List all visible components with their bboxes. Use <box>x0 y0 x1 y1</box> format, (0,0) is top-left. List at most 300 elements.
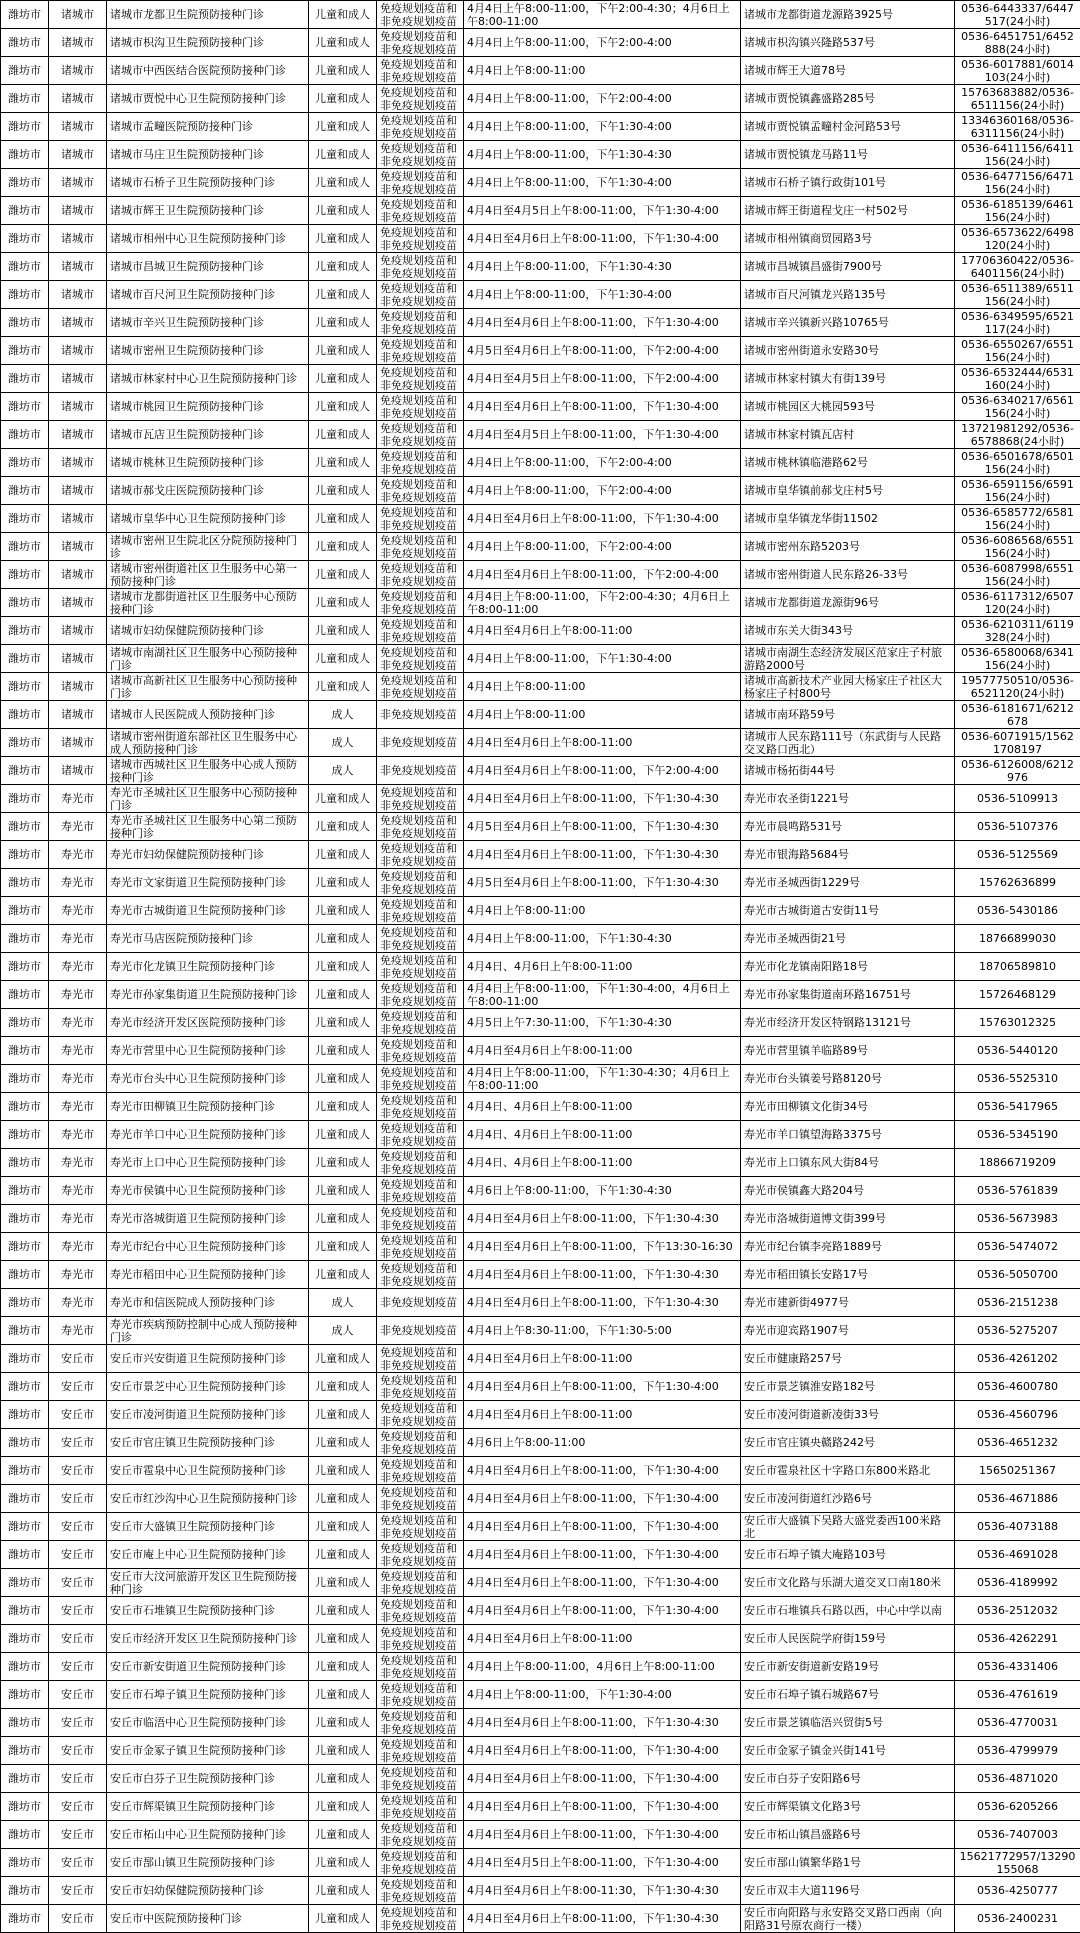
clinic-name-cell: 安丘市柘山中心卫生院预防接种门诊 <box>107 1821 309 1849</box>
vaccine-type-cell: 免疫规划疫苗和非免疫规划疫苗 <box>377 1485 464 1513</box>
county-cell: 寿光市 <box>49 1177 107 1205</box>
target-group-cell: 成人 <box>309 729 377 757</box>
phone-cell: 0536-6349595/6521117(24小时) <box>955 309 1080 337</box>
clinic-name-cell: 诸城市马庄卫生院预防接种门诊 <box>107 141 309 169</box>
hours-cell: 4月6日上午8:00-11:00 <box>464 1429 741 1457</box>
county-cell: 安丘市 <box>49 1541 107 1569</box>
address-cell: 寿光市圣城西街21号 <box>741 925 955 953</box>
clinic-name-cell: 寿光市圣城社区卫生服务中心第二预防接种门诊 <box>107 813 309 841</box>
vaccine-type-cell: 免疫规划疫苗和非免疫规划疫苗 <box>377 1401 464 1429</box>
target-group-cell: 儿童和成人 <box>309 1681 377 1709</box>
city-cell: 潍坊市 <box>1 393 49 421</box>
clinic-name-cell: 安丘市兴安街道卫生院预防接种门诊 <box>107 1345 309 1373</box>
address-cell: 诸城市桃林镇临港路62号 <box>741 449 955 477</box>
hours-cell: 4月4日至4月6日上午8:00-11:00，下午1:30-4:00 <box>464 1793 741 1821</box>
target-group-cell: 儿童和成人 <box>309 1 377 29</box>
address-cell: 安丘市文化路与乐湖大道交叉口南180米 <box>741 1569 955 1597</box>
clinic-name-cell: 诸城市密州街道社区卫生服务中心第一预防接种门诊 <box>107 561 309 589</box>
phone-cell: 0536-6573622/6498120(24小时) <box>955 225 1080 253</box>
county-cell: 安丘市 <box>49 1345 107 1373</box>
table-row <box>1 1093 1080 1121</box>
hours-cell: 4月5日上午7:30-11:00，下午1:30-4:30 <box>464 1009 741 1037</box>
hours-cell: 4月4日上午8:00-11:00，下午1:30-4:30 <box>464 141 741 169</box>
city-cell: 潍坊市 <box>1 1597 49 1625</box>
hours-cell: 4月4日至4月6日上午8:00-11:30，下午1:30-4:30 <box>464 1877 741 1905</box>
hours-cell: 4月5日至4月6日上午8:00-11:00，下午1:30-4:30 <box>464 813 741 841</box>
clinic-name-cell: 诸城市枳沟卫生院预防接种门诊 <box>107 29 309 57</box>
address-cell: 诸城市皇华镇龙华街11502 <box>741 505 955 533</box>
hours-cell: 4月4日上午8:30-11:00，下午1:30-5:00 <box>464 1317 741 1345</box>
address-cell: 安丘市辉渠镇文化路3号 <box>741 1793 955 1821</box>
phone-cell: 0536-6585772/6581156(24小时) <box>955 505 1080 533</box>
county-cell: 安丘市 <box>49 1569 107 1597</box>
vaccine-type-cell: 免疫规划疫苗和非免疫规划疫苗 <box>377 869 464 897</box>
phone-cell: 0536-6086568/6551156(24小时) <box>955 533 1080 561</box>
county-cell: 安丘市 <box>49 1709 107 1737</box>
city-cell: 潍坊市 <box>1 85 49 113</box>
table-row <box>1 1541 1080 1569</box>
address-cell: 安丘市柘山镇昌盛路6号 <box>741 1821 955 1849</box>
phone-cell: 0536-6550267/6551156(24小时) <box>955 337 1080 365</box>
city-cell: 潍坊市 <box>1 1793 49 1821</box>
target-group-cell: 儿童和成人 <box>309 1065 377 1093</box>
table-row <box>1 1205 1080 1233</box>
vaccine-type-cell: 免疫规划疫苗和非免疫规划疫苗 <box>377 1 464 29</box>
address-cell: 安丘市凌河街道新凌街33号 <box>741 1401 955 1429</box>
hours-cell: 4月4日至4月6日上午8:00-11:00，下午13:30-16:30 <box>464 1233 741 1261</box>
address-cell: 安丘市景芝镇临浯兴贸街5号 <box>741 1709 955 1737</box>
clinic-name-cell: 寿光市古城街道卫生院预防接种门诊 <box>107 897 309 925</box>
address-cell: 诸城市林家村镇瓦店村 <box>741 421 955 449</box>
phone-cell: 0536-5761839 <box>955 1177 1080 1205</box>
county-cell: 寿光市 <box>49 841 107 869</box>
clinic-name-cell: 诸城市辛兴卫生院预防接种门诊 <box>107 309 309 337</box>
vaccine-type-cell: 免疫规划疫苗和非免疫规划疫苗 <box>377 29 464 57</box>
county-cell: 安丘市 <box>49 1597 107 1625</box>
vaccine-type-cell: 免疫规划疫苗和非免疫规划疫苗 <box>377 813 464 841</box>
target-group-cell: 儿童和成人 <box>309 1401 377 1429</box>
address-cell: 安丘市大盛镇下吴路大盛党委西100米路北 <box>741 1513 955 1541</box>
clinic-name-cell: 诸城市中西医结合医院预防接种门诊 <box>107 57 309 85</box>
clinic-name-cell: 安丘市雹泉中心卫生院预防接种门诊 <box>107 1457 309 1485</box>
clinic-name-cell: 安丘市景芝中心卫生院预防接种门诊 <box>107 1373 309 1401</box>
table-row <box>1 561 1080 589</box>
county-cell: 诸城市 <box>49 365 107 393</box>
target-group-cell: 儿童和成人 <box>309 1037 377 1065</box>
phone-cell: 0536-4560796 <box>955 1401 1080 1429</box>
table-row <box>1 645 1080 673</box>
table-row <box>1 1765 1080 1793</box>
city-cell: 潍坊市 <box>1 281 49 309</box>
address-cell: 诸城市高新技术产业园大杨家庄子社区大杨家庄子村800号 <box>741 673 955 701</box>
clinic-name-cell: 寿光市文家街道卫生院预防接种门诊 <box>107 869 309 897</box>
target-group-cell: 儿童和成人 <box>309 57 377 85</box>
county-cell: 诸城市 <box>49 729 107 757</box>
table-row <box>1 1177 1080 1205</box>
hours-cell: 4月4日至4月6日上午8:00-11:00，下午1:30-4:00 <box>464 309 741 337</box>
clinic-name-cell: 安丘市大盛镇卫生院预防接种门诊 <box>107 1513 309 1541</box>
hours-cell: 4月4日至4月6日上午8:00-11:00，下午1:30-4:30 <box>464 1905 741 1933</box>
vaccine-type-cell: 免疫规划疫苗和非免疫规划疫苗 <box>377 1205 464 1233</box>
target-group-cell: 儿童和成人 <box>309 1093 377 1121</box>
address-cell: 诸城市贾悦镇鑫盛路285号 <box>741 85 955 113</box>
phone-cell: 0536-4250777 <box>955 1877 1080 1905</box>
phone-cell: 0536-4261202 <box>955 1345 1080 1373</box>
target-group-cell: 儿童和成人 <box>309 841 377 869</box>
city-cell: 潍坊市 <box>1 1177 49 1205</box>
vaccine-type-cell: 免疫规划疫苗和非免疫规划疫苗 <box>377 1569 464 1597</box>
table-row <box>1 225 1080 253</box>
vaccine-type-cell: 免疫规划疫苗和非免疫规划疫苗 <box>377 477 464 505</box>
target-group-cell: 儿童和成人 <box>309 29 377 57</box>
vaccine-type-cell: 免疫规划疫苗和非免疫规划疫苗 <box>377 393 464 421</box>
address-cell: 诸城市相州镇商贸园路3号 <box>741 225 955 253</box>
city-cell: 潍坊市 <box>1 365 49 393</box>
target-group-cell: 儿童和成人 <box>309 309 377 337</box>
city-cell: 潍坊市 <box>1 1373 49 1401</box>
hours-cell: 4月4日上午8:00-11:00，下午1:30-4:00，4月6日上午8:00-11:00 <box>464 981 741 1009</box>
address-cell: 诸城市密州街道人民东路26-33号 <box>741 561 955 589</box>
county-cell: 安丘市 <box>49 1457 107 1485</box>
county-cell: 安丘市 <box>49 1373 107 1401</box>
target-group-cell: 儿童和成人 <box>309 1877 377 1905</box>
phone-cell: 0536-5050700 <box>955 1261 1080 1289</box>
table-row <box>1 1009 1080 1037</box>
city-cell: 潍坊市 <box>1 1821 49 1849</box>
phone-cell: 0536-7407003 <box>955 1821 1080 1849</box>
vaccine-type-cell: 免疫规划疫苗和非免疫规划疫苗 <box>377 645 464 673</box>
vaccine-type-cell: 免疫规划疫苗和非免疫规划疫苗 <box>377 1821 464 1849</box>
phone-cell: 0536-2151238 <box>955 1289 1080 1317</box>
target-group-cell: 儿童和成人 <box>309 1205 377 1233</box>
county-cell: 寿光市 <box>49 813 107 841</box>
clinic-name-cell: 寿光市经济开发区医院预防接种门诊 <box>107 1009 309 1037</box>
city-cell: 潍坊市 <box>1 757 49 785</box>
vaccine-type-cell: 免疫规划疫苗和非免疫规划疫苗 <box>377 589 464 617</box>
table-row <box>1 729 1080 757</box>
address-cell: 诸城市辉王大道78号 <box>741 57 955 85</box>
address-cell: 安丘市凌河街道红沙路6号 <box>741 1485 955 1513</box>
county-cell: 寿光市 <box>49 1149 107 1177</box>
hours-cell: 4月4日、4月6日上午8:00-11:00 <box>464 1149 741 1177</box>
clinic-name-cell: 安丘市白芬子卫生院预防接种门诊 <box>107 1765 309 1793</box>
clinic-name-cell: 寿光市上口中心卫生院预防接种门诊 <box>107 1149 309 1177</box>
table-row <box>1 1821 1080 1849</box>
table-row <box>1 981 1080 1009</box>
city-cell: 潍坊市 <box>1 141 49 169</box>
table-row <box>1 29 1080 57</box>
city-cell: 潍坊市 <box>1 1065 49 1093</box>
city-cell: 潍坊市 <box>1 701 49 729</box>
city-cell: 潍坊市 <box>1 253 49 281</box>
target-group-cell: 儿童和成人 <box>309 1765 377 1793</box>
target-group-cell: 儿童和成人 <box>309 1373 377 1401</box>
city-cell: 潍坊市 <box>1 1765 49 1793</box>
phone-cell: 0536-6340217/6561156(24小时) <box>955 393 1080 421</box>
vaccine-type-cell: 免疫规划疫苗和非免疫规划疫苗 <box>377 1877 464 1905</box>
address-cell: 安丘市官庄镇央赣路242号 <box>741 1429 955 1457</box>
address-cell: 诸城市密州街道永安路30号 <box>741 337 955 365</box>
clinic-name-cell: 诸城市龙都卫生院预防接种门诊 <box>107 1 309 29</box>
city-cell: 潍坊市 <box>1 729 49 757</box>
address-cell: 诸城市石桥子镇行政街101号 <box>741 169 955 197</box>
hours-cell: 4月4日至4月6日上午8:00-11:00，下午1:30-4:00 <box>464 1485 741 1513</box>
target-group-cell: 儿童和成人 <box>309 253 377 281</box>
county-cell: 诸城市 <box>49 113 107 141</box>
hours-cell: 4月4日至4月6日上午8:00-11:00 <box>464 1625 741 1653</box>
county-cell: 寿光市 <box>49 869 107 897</box>
phone-cell: 0536-6501678/6501156(24小时) <box>955 449 1080 477</box>
county-cell: 诸城市 <box>49 197 107 225</box>
vaccine-type-cell: 免疫规划疫苗和非免疫规划疫苗 <box>377 1625 464 1653</box>
address-cell: 诸城市昌城镇昌盛街7900号 <box>741 253 955 281</box>
city-cell: 潍坊市 <box>1 813 49 841</box>
hours-cell: 4月4日上午8:00-11:00，下午1:30-4:00 <box>464 113 741 141</box>
clinic-name-cell: 诸城市昌城卫生院预防接种门诊 <box>107 253 309 281</box>
city-cell: 潍坊市 <box>1 421 49 449</box>
city-cell: 潍坊市 <box>1 29 49 57</box>
hours-cell: 4月4日至4月5日上午8:00-11:00，下午1:30-4:00 <box>464 421 741 449</box>
clinic-name-cell: 诸城市桃林卫生院预防接种门诊 <box>107 449 309 477</box>
table-row <box>1 1597 1080 1625</box>
vaccine-type-cell: 免疫规划疫苗和非免疫规划疫苗 <box>377 953 464 981</box>
phone-cell: 0536-4651232 <box>955 1429 1080 1457</box>
table-row <box>1 477 1080 505</box>
city-cell: 潍坊市 <box>1 533 49 561</box>
city-cell: 潍坊市 <box>1 1681 49 1709</box>
clinic-name-cell: 诸城市人民医院成人预防接种门诊 <box>107 701 309 729</box>
table-row <box>1 533 1080 561</box>
county-cell: 诸城市 <box>49 393 107 421</box>
vaccine-type-cell: 免疫规划疫苗和非免疫规划疫苗 <box>377 225 464 253</box>
table-row <box>1 449 1080 477</box>
target-group-cell: 儿童和成人 <box>309 337 377 365</box>
county-cell: 安丘市 <box>49 1877 107 1905</box>
table-row <box>1 1317 1080 1345</box>
vaccine-type-cell: 免疫规划疫苗和非免疫规划疫苗 <box>377 1373 464 1401</box>
city-cell: 潍坊市 <box>1 309 49 337</box>
city-cell: 潍坊市 <box>1 113 49 141</box>
address-cell: 诸城市百尺河镇龙兴路135号 <box>741 281 955 309</box>
vaccine-type-cell: 免疫规划疫苗和非免疫规划疫苗 <box>377 673 464 701</box>
city-cell: 潍坊市 <box>1 673 49 701</box>
clinic-name-cell: 诸城市西城社区卫生服务中心成人预防接种门诊 <box>107 757 309 785</box>
vaccine-type-cell: 免疫规划疫苗和非免疫规划疫苗 <box>377 1037 464 1065</box>
county-cell: 诸城市 <box>49 757 107 785</box>
clinic-name-cell: 安丘市大汶河旅游开发区卫生院预防接种门诊 <box>107 1569 309 1597</box>
table-row <box>1 1289 1080 1317</box>
target-group-cell: 儿童和成人 <box>309 673 377 701</box>
phone-cell: 0536-6532444/6531160(24小时) <box>955 365 1080 393</box>
table-row <box>1 1401 1080 1429</box>
hours-cell: 4月4日上午8:00-11:00 <box>464 57 741 85</box>
clinic-name-cell: 寿光市纪台中心卫生院预防接种门诊 <box>107 1233 309 1261</box>
clinic-name-cell: 安丘市庵上中心卫生院预防接种门诊 <box>107 1541 309 1569</box>
target-group-cell: 儿童和成人 <box>309 169 377 197</box>
table-row <box>1 1345 1080 1373</box>
address-cell: 安丘市新安街道新安路19号 <box>741 1653 955 1681</box>
hours-cell: 4月4日至4月6日上午8:00-11:00，下午2:00-4:00 <box>464 561 741 589</box>
clinic-name-cell: 安丘市临浯中心卫生院预防接种门诊 <box>107 1709 309 1737</box>
phone-cell: 0536-5525310 <box>955 1065 1080 1093</box>
clinic-name-cell: 寿光市羊口中心卫生院预防接种门诊 <box>107 1121 309 1149</box>
city-cell: 潍坊市 <box>1 1149 49 1177</box>
clinic-name-cell: 安丘市金冢子镇卫生院预防接种门诊 <box>107 1737 309 1765</box>
vaccine-type-cell: 免疫规划疫苗和非免疫规划疫苗 <box>377 113 464 141</box>
city-cell: 潍坊市 <box>1 1877 49 1905</box>
vaccine-type-cell: 免疫规划疫苗和非免疫规划疫苗 <box>377 281 464 309</box>
target-group-cell: 儿童和成人 <box>309 617 377 645</box>
table-row <box>1 785 1080 813</box>
target-group-cell: 儿童和成人 <box>309 393 377 421</box>
clinic-name-cell: 诸城市贾悦中心卫生院预防接种门诊 <box>107 85 309 113</box>
table-row <box>1 617 1080 645</box>
target-group-cell: 儿童和成人 <box>309 1653 377 1681</box>
hours-cell: 4月4日上午8:00-11:00，下午1:30-4:00 <box>464 1681 741 1709</box>
clinic-name-cell: 安丘市红沙沟中心卫生院预防接种门诊 <box>107 1485 309 1513</box>
hours-cell: 4月4日至4月6日上午8:00-11:00，下午1:30-4:00 <box>464 1569 741 1597</box>
address-cell: 寿光市纪台镇李亮路1889号 <box>741 1233 955 1261</box>
target-group-cell: 儿童和成人 <box>309 421 377 449</box>
clinic-name-cell: 安丘市官庄镇卫生院预防接种门诊 <box>107 1429 309 1457</box>
vaccine-type-cell: 免疫规划疫苗和非免疫规划疫苗 <box>377 141 464 169</box>
table-row <box>1 1261 1080 1289</box>
county-cell: 诸城市 <box>49 561 107 589</box>
phone-cell: 0536-4600780 <box>955 1373 1080 1401</box>
table-row <box>1 85 1080 113</box>
county-cell: 寿光市 <box>49 1289 107 1317</box>
hours-cell: 4月4日至4月6日上午8:00-11:00，下午1:30-4:00 <box>464 393 741 421</box>
county-cell: 安丘市 <box>49 1821 107 1849</box>
hours-cell: 4月4日上午8:00-11:00，下午2:00-4:00 <box>464 29 741 57</box>
target-group-cell: 儿童和成人 <box>309 533 377 561</box>
phone-cell: 0536-6591156/6591156(24小时) <box>955 477 1080 505</box>
hours-cell: 4月4日上午8:00-11:00，下午2:00-4:00 <box>464 85 741 113</box>
clinic-name-cell: 安丘市凌河街道卫生院预防接种门诊 <box>107 1401 309 1429</box>
hours-cell: 4月6日上午8:00-11:00，下午1:30-4:30 <box>464 1177 741 1205</box>
hours-cell: 4月4日至4月6日上午8:00-11:00，下午1:30-4:00 <box>464 1597 741 1625</box>
phone-cell: 0536-4262291 <box>955 1625 1080 1653</box>
target-group-cell: 儿童和成人 <box>309 1149 377 1177</box>
table-row <box>1 813 1080 841</box>
table-row <box>1 1373 1080 1401</box>
vaccine-type-cell: 免疫规划疫苗和非免疫规划疫苗 <box>377 1793 464 1821</box>
target-group-cell: 儿童和成人 <box>309 1177 377 1205</box>
county-cell: 寿光市 <box>49 1009 107 1037</box>
address-cell: 安丘市向阳路与永安路交叉路口西南（向阳路31号原农商行一楼） <box>741 1905 955 1933</box>
clinic-name-cell: 诸城市瓦店卫生院预防接种门诊 <box>107 421 309 449</box>
target-group-cell: 儿童和成人 <box>309 1233 377 1261</box>
table-row <box>1 869 1080 897</box>
vaccine-type-cell: 免疫规划疫苗和非免疫规划疫苗 <box>377 57 464 85</box>
clinic-name-cell: 诸城市林家村中心卫生院预防接种门诊 <box>107 365 309 393</box>
city-cell: 潍坊市 <box>1 1401 49 1429</box>
phone-cell: 17706360422/0536-6401156(24小时) <box>955 253 1080 281</box>
hours-cell: 4月4日上午8:00-11:00 <box>464 673 741 701</box>
address-cell: 诸城市龙都街道龙源路3925号 <box>741 1 955 29</box>
table-row <box>1 1037 1080 1065</box>
vaccine-type-cell: 免疫规划疫苗和非免疫规划疫苗 <box>377 1541 464 1569</box>
hours-cell: 4月4日、4月6日上午8:00-11:00 <box>464 1093 741 1121</box>
table-row <box>1 1233 1080 1261</box>
city-cell: 潍坊市 <box>1 1485 49 1513</box>
hours-cell: 4月4日至4月6日上午8:00-11:00，下午1:30-4:30 <box>464 1709 741 1737</box>
address-cell: 寿光市圣城西街1229号 <box>741 869 955 897</box>
target-group-cell: 儿童和成人 <box>309 1709 377 1737</box>
phone-cell: 0536-5440120 <box>955 1037 1080 1065</box>
table-row <box>1 1905 1080 1933</box>
county-cell: 寿光市 <box>49 1037 107 1065</box>
county-cell: 诸城市 <box>49 169 107 197</box>
clinic-name-cell: 寿光市营里中心卫生院预防接种门诊 <box>107 1037 309 1065</box>
hours-cell: 4月4日上午8:00-11:00，下午1:30-4:00 <box>464 169 741 197</box>
county-cell: 寿光市 <box>49 953 107 981</box>
address-cell: 诸城市南环路59号 <box>741 701 955 729</box>
vaccine-type-cell: 免疫规划疫苗和非免疫规划疫苗 <box>377 561 464 589</box>
target-group-cell: 儿童和成人 <box>309 1569 377 1597</box>
phone-cell: 0536-6210311/6119328(24小时) <box>955 617 1080 645</box>
target-group-cell: 儿童和成人 <box>309 281 377 309</box>
table-row <box>1 505 1080 533</box>
table-row <box>1 1625 1080 1653</box>
county-cell: 安丘市 <box>49 1401 107 1429</box>
county-cell: 寿光市 <box>49 925 107 953</box>
city-cell: 潍坊市 <box>1 169 49 197</box>
table-body <box>1 1 1080 1933</box>
target-group-cell: 儿童和成人 <box>309 113 377 141</box>
hours-cell: 4月5日至4月6日上午8:00-11:00，下午2:00-4:00 <box>464 337 741 365</box>
phone-cell: 0536-4770031 <box>955 1709 1080 1737</box>
city-cell: 潍坊市 <box>1 1457 49 1485</box>
county-cell: 诸城市 <box>49 533 107 561</box>
city-cell: 潍坊市 <box>1 1513 49 1541</box>
vaccine-type-cell: 免疫规划疫苗和非免疫规划疫苗 <box>377 1737 464 1765</box>
target-group-cell: 儿童和成人 <box>309 1793 377 1821</box>
hours-cell: 4月4日至4月6日上午8:00-11:00，下午1:30-4:00 <box>464 1513 741 1541</box>
phone-cell: 0536-4871020 <box>955 1765 1080 1793</box>
county-cell: 诸城市 <box>49 701 107 729</box>
clinic-name-cell: 诸城市密州卫生院北区分院预防接种门诊 <box>107 533 309 561</box>
phone-cell: 15763012325 <box>955 1009 1080 1037</box>
hours-cell: 4月4日至4月6日上午8:00-11:00 <box>464 1401 741 1429</box>
phone-cell: 0536-6087998/6551156(24小时) <box>955 561 1080 589</box>
county-cell: 诸城市 <box>49 449 107 477</box>
phone-cell: 0536-6205266 <box>955 1793 1080 1821</box>
city-cell: 潍坊市 <box>1 1205 49 1233</box>
phone-cell: 0536-4671886 <box>955 1485 1080 1513</box>
county-cell: 寿光市 <box>49 1121 107 1149</box>
target-group-cell: 儿童和成人 <box>309 645 377 673</box>
target-group-cell: 成人 <box>309 1289 377 1317</box>
hours-cell: 4月4日至4月6日上午8:00-11:00 <box>464 617 741 645</box>
hours-cell: 4月4日上午8:00-11:00，下午2:00-4:30；4月6日上午8:00-11:00 <box>464 1 741 29</box>
county-cell: 寿光市 <box>49 897 107 925</box>
clinic-name-cell: 诸城市百尺河卫生院预防接种门诊 <box>107 281 309 309</box>
hours-cell: 4月4日至4月6日上午8:00-11:00，下午1:30-4:00 <box>464 225 741 253</box>
phone-cell: 0536-5125569 <box>955 841 1080 869</box>
table-row <box>1 953 1080 981</box>
hours-cell: 4月4日上午8:00-11:00，4月6日上午8:00-11:00 <box>464 1653 741 1681</box>
clinic-name-cell: 诸城市孟疃医院预防接种门诊 <box>107 113 309 141</box>
address-cell: 安丘市石埠子镇大庵路103号 <box>741 1541 955 1569</box>
table-row <box>1 1429 1080 1457</box>
phone-cell: 0536-6580068/6341156(24小时) <box>955 645 1080 673</box>
address-cell: 寿光市银海路5684号 <box>741 841 955 869</box>
address-cell: 寿光市农圣街1221号 <box>741 785 955 813</box>
county-cell: 安丘市 <box>49 1681 107 1709</box>
hours-cell: 4月4日至4月6日上午8:00-11:00，下午1:30-4:00 <box>464 1821 741 1849</box>
vaccine-type-cell: 免疫规划疫苗和非免疫规划疫苗 <box>377 1905 464 1933</box>
